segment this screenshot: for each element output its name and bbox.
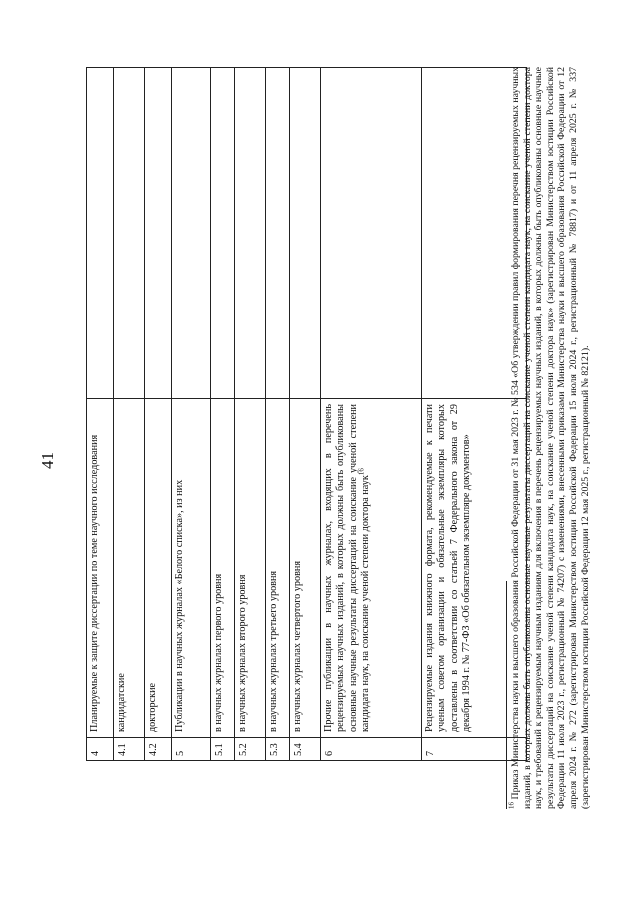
empty-cell — [87, 68, 114, 399]
indicators-table — [86, 67, 527, 761]
row-number: 5 — [172, 738, 211, 761]
empty-cell — [321, 68, 422, 399]
footnote — [507, 67, 591, 809]
row-label: Рецензируемые издания книжного формата, рекомендуемые к печати ученым советом организации и обязательные экземпляры которых доставлены в соответствии со статьей 7 Федерального закона от 29 декабря 1994 г. № 77-ФЗ «Об обязательном экземпляре документов» — [422, 399, 527, 738]
row-label: в научных журналах четвертого уровня — [290, 399, 321, 738]
empty-cell — [211, 68, 235, 399]
row-number: 5.3 — [266, 738, 290, 761]
empty-cell — [172, 68, 211, 399]
footnote-separator — [506, 581, 507, 809]
row-number: 5.1 — [211, 738, 235, 761]
row-label: докторские — [145, 399, 172, 738]
table-row — [145, 68, 172, 761]
row-label: Публикации в научных журналах «Белого списка», из них — [172, 399, 211, 738]
row-number: 4.1 — [114, 738, 145, 761]
row-number: 6 — [321, 738, 422, 761]
empty-cell — [235, 68, 266, 399]
table-row — [321, 68, 422, 761]
row-label: кандидатские — [114, 399, 145, 738]
table-row — [290, 68, 321, 761]
table-row — [211, 68, 235, 761]
empty-cell — [114, 68, 145, 399]
row-label: в научных журналах второго уровня — [235, 399, 266, 738]
row-number: 5.2 — [235, 738, 266, 761]
table-row — [235, 68, 266, 761]
footnote-mark: 16 — [507, 802, 516, 809]
empty-cell — [266, 68, 290, 399]
row-label — [321, 399, 422, 738]
table-row — [87, 68, 114, 761]
footnote-reference: 16 — [357, 468, 366, 476]
table-row — [114, 68, 145, 761]
row-label: Планируемые к защите диссертации по теме научного исследования — [87, 399, 114, 738]
table-row — [172, 68, 211, 761]
empty-cell — [145, 68, 172, 399]
row-label: в научных журналах первого уровня — [211, 399, 235, 738]
empty-cell — [290, 68, 321, 399]
row-label: в научных журналах третьего уровня — [266, 399, 290, 738]
row-number: 4 — [87, 738, 114, 761]
row-number: 4.2 — [145, 738, 172, 761]
footnote-text: Приказ Министерства науки и высшего образования Российской Федерации от 31 мая 2023 г. № 534 «Об утверждении правил формирования перечня рецензируемых научных изданий, в которых должны быть опубликованы основные научные результаты диссертаций на соискание ученой степени кандидата наук, на соискание ученой степени доктора наук, и требований к рецензируемым научным изданиям для включения в перечень рецензируемых научных изданий, в которых должны быть опубликованы основные научные результаты диссертаций на соискание ученой степени кандидата наук, на соискание ученой степени доктора наук» (зарегистрирован Министерством юстиции Российской Федерации 11 июля 2023 г., регистрационный № 74207) с изменениями, внесенными приказами Министерства науки и высшего образования Российской Федерации от 12 апреля 2024 г. № 272 (зарегистрирован Министерством юстиции Российской Федерации 15 июля 2024 г., регистрационный № 78817) и от 11 апреля 2025 г. № 337 (зарегистрирован Министерством юстиции Российской Федерации 12 мая 2025 г., регистрационный № 82121). — [510, 67, 591, 809]
row-number: 5.4 — [290, 738, 321, 761]
row-number: 7 — [422, 738, 527, 761]
table-row — [266, 68, 290, 761]
row-label-text: Прочие публикации в научных журналах, входящих в перечень рецензируемых научных изданий, в которых должны быть опубликованы основные научные результаты диссертаций на соискание ученой степени кандидата наук, на соискание ученой степени доктора наук — [323, 404, 372, 732]
page-number: 41 — [38, 452, 57, 469]
